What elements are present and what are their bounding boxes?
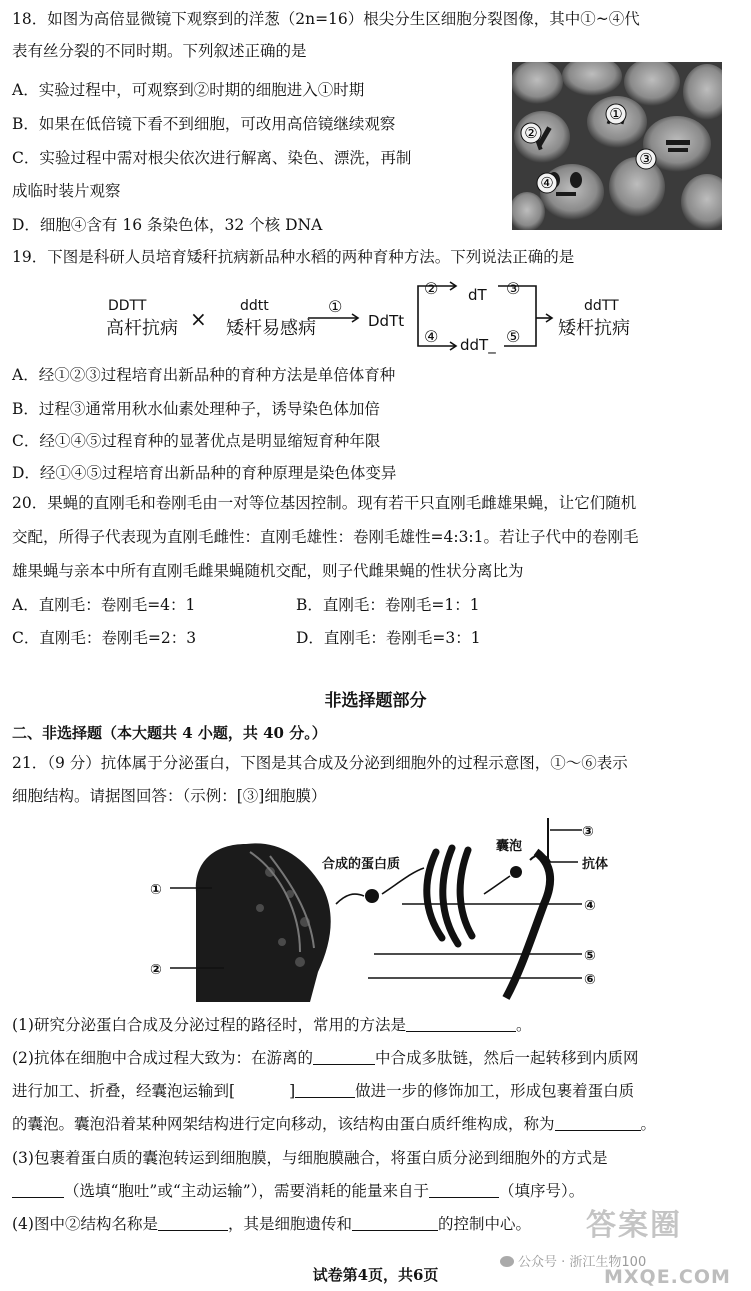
step-1-label: ① — [328, 297, 343, 316]
q19-stem: 19．下图是科研人员培育矮秆抗病新品种水稻的两种育种方法。下列说法正确的是 — [12, 248, 575, 266]
answer-blank-4[interactable] — [295, 1081, 355, 1098]
q18-option-c-line1: C．实验过程中需对根尖依次进行解离、染色、漂洗，再制 — [12, 149, 412, 167]
golgi-apparatus — [427, 848, 472, 944]
section-subtitle: 二、非选择题（本大题共 4 小题，共 40 分。） — [12, 724, 327, 742]
breeding-diagram — [100, 274, 660, 358]
fig-label-6: ⑥ — [584, 972, 596, 988]
q21-stem-line1: 21．（9 分）抗体属于分泌蛋白，下图是其合成及分泌到细胞外的过程示意图，①～⑥表示 — [12, 754, 628, 772]
secretion-diagram — [150, 812, 610, 1004]
q18-option-c-line2: 成临时装片观察 — [12, 182, 121, 200]
answer-blank-1[interactable] — [406, 1015, 516, 1032]
q21-part4 — [12, 1213, 531, 1235]
fig-label-protein: 合成的蛋白质 — [322, 857, 401, 872]
vesicle-1 — [365, 889, 379, 903]
q21-part2-text-f: 的囊泡。囊泡沿着某种网架结构进行定向移动，该结构由蛋白质纤维构成，称为 — [12, 1115, 555, 1133]
micrograph-cells — [512, 62, 722, 230]
parent1-genotype: DDTT — [108, 298, 147, 314]
watermark-logo — [586, 1200, 746, 1243]
micrograph-image — [512, 62, 722, 230]
q19-option-c: C．经①④⑤过程育种的显著优点是明显缩短育种年限 — [12, 432, 381, 450]
answer-blank-9[interactable] — [352, 1214, 438, 1231]
watermark-wechat-text: 公众号 · 浙江生物100 — [518, 1255, 647, 1270]
q18-option-a: A．实验过程中，可观察到②时期的细胞进入①时期 — [12, 81, 365, 99]
cross-symbol: × — [190, 307, 207, 331]
q21-part1-text: (1)研究分泌蛋白合成及分泌过程的路径时，常用的方法是 — [12, 1016, 406, 1034]
q21-part3-line1: (3)包裹着蛋白质的囊泡转运到细胞膜，与细胞膜融合，将蛋白质分泌到细胞外的方式是 — [12, 1149, 608, 1167]
q21-part4-text-c: 的控制中心。 — [437, 1215, 531, 1233]
page-footer: 试卷第4页，共6页 — [312, 1266, 439, 1284]
q21-part3-text-c: （填序号）。 — [498, 1182, 585, 1200]
q19-option-a: A．经①②③过程培育出新品种的育种方法是单倍体育种 — [12, 366, 396, 384]
fig-label-vesicle: 囊泡 — [496, 839, 523, 854]
q21-part2-text-g: 。 — [640, 1115, 657, 1133]
parent2-phenotype: 矮杆易感病 — [226, 318, 316, 339]
q21-part1-end: 。 — [515, 1016, 532, 1034]
watermark-site: MXQE.COM — [604, 1266, 731, 1288]
step-3-label: ③ — [506, 279, 521, 298]
q21-stem-line2: 细胞结构。请据图回答：（示例：[③]细胞膜） — [12, 787, 327, 805]
result-genotype: ddTT — [584, 298, 619, 314]
q21-part2-text-e: 做进一步的修饰加工，形成包裹着蛋白质 — [355, 1082, 635, 1100]
step-5-label: ⑤ — [506, 327, 521, 346]
answer-blank-6[interactable] — [12, 1181, 64, 1198]
answer-blank-2[interactable] — [313, 1048, 375, 1065]
q21-part3-text-b: （选填“胞吐”或“主动运输”），需要消耗的能量来自于 — [64, 1182, 429, 1200]
q20-stem-line2: 交配，所得子代表现为直刚毛雌性：直刚毛雄性：卷刚毛雄性=4:3:1。若让子代中的卷刚毛 — [12, 528, 639, 546]
q21-part2-text-a: (2)抗体在细胞中合成过程大致为：在游离的 — [12, 1049, 313, 1067]
fig-label-2: ② — [150, 962, 162, 978]
fig-label-4: ④ — [584, 898, 596, 914]
q21-part2-line3 — [12, 1113, 656, 1135]
fig-label-antibody: 抗体 — [582, 857, 609, 872]
parent1-phenotype: 高杆抗病 — [106, 318, 178, 339]
answer-blank-3[interactable] — [235, 1082, 289, 1098]
q21-part1 — [12, 1014, 531, 1036]
q21-part2-text-d: ] — [289, 1082, 296, 1100]
q21-part2-line1 — [12, 1047, 638, 1069]
micrograph-label-3: ③ — [639, 150, 653, 168]
q20-option-d: D．直刚毛：卷刚毛=3：1 — [296, 629, 481, 647]
q18-option-b: B．如果在低倍镜下看不到细胞，可改用高倍镜继续观察 — [12, 115, 396, 133]
q21-part2-text-c: 进行加工、折叠，经囊泡运输到[ — [12, 1082, 236, 1100]
micrograph-label-2: ② — [524, 124, 538, 142]
q20-option-a: A．直刚毛：卷刚毛=4：1 — [12, 596, 196, 614]
q18-stem-line1: 18．如图为高倍显微镜下观察到的洋葱（2n=16）根尖分生区细胞分裂图像，其中①~④代 — [12, 10, 640, 28]
answer-blank-5[interactable] — [555, 1114, 641, 1131]
fig-label-5: ⑤ — [584, 948, 596, 964]
watermark-logo-text: 答案圈 — [586, 1208, 682, 1243]
fig-label-3: ③ — [582, 824, 594, 840]
q18-stem-line2: 表有丝分裂的不同时期。下列叙述正确的是 — [12, 42, 307, 60]
lower-genotype: ddT_ — [460, 336, 496, 354]
q20-stem-line3: 雄果蝇与亲本中所有直刚毛雌果蝇随机交配，则子代雌果蝇的性状分离比为 — [12, 562, 524, 580]
step-4-label: ④ — [424, 327, 439, 346]
section-title: 非选择题部分 — [324, 691, 427, 711]
fig-label-1: ① — [150, 882, 162, 898]
q21-part4-text-a: (4)图中②结构名称是 — [12, 1215, 158, 1233]
q20-option-c: C．直刚毛：卷刚毛=2：3 — [12, 629, 197, 647]
micrograph-label-4: ④ — [540, 174, 554, 192]
nucleus-er-mass — [196, 843, 331, 1002]
q21-part2-text-b: 中合成多肽链，然后一起转移到内质网 — [374, 1049, 639, 1067]
q21-part2-line2 — [12, 1080, 634, 1102]
q19-option-d: D．经①④⑤过程培育出新品种的育种原理是染色体变异 — [12, 464, 397, 482]
micrograph-label-1: ① — [609, 105, 623, 123]
result-phenotype: 矮杆抗病 — [558, 318, 630, 339]
q18-option-d: D．细胞④含有 16 条染色体，32 个核 DNA — [12, 216, 323, 234]
upper-genotype: dT — [468, 286, 487, 304]
answer-blank-8[interactable] — [158, 1214, 228, 1231]
step-2-label: ② — [424, 279, 439, 298]
q19-option-b: B．过程③通常用秋水仙素处理种子，诱导染色体加倍 — [12, 400, 380, 418]
answer-blank-7[interactable] — [429, 1181, 499, 1198]
q21-part3-line2 — [12, 1180, 584, 1202]
parent2-genotype: ddtt — [240, 298, 269, 314]
f1-genotype: DdTt — [368, 312, 405, 330]
q21-part4-text-b: ，其是细胞遗传和 — [227, 1215, 352, 1233]
q20-stem-line1: 20．果蝇的直刚毛和卷刚毛由一对等位基因控制。现有若干只直刚毛雌雄果蝇，让它们随机 — [12, 494, 637, 512]
q20-option-b: B．直刚毛：卷刚毛=1：1 — [296, 596, 480, 614]
